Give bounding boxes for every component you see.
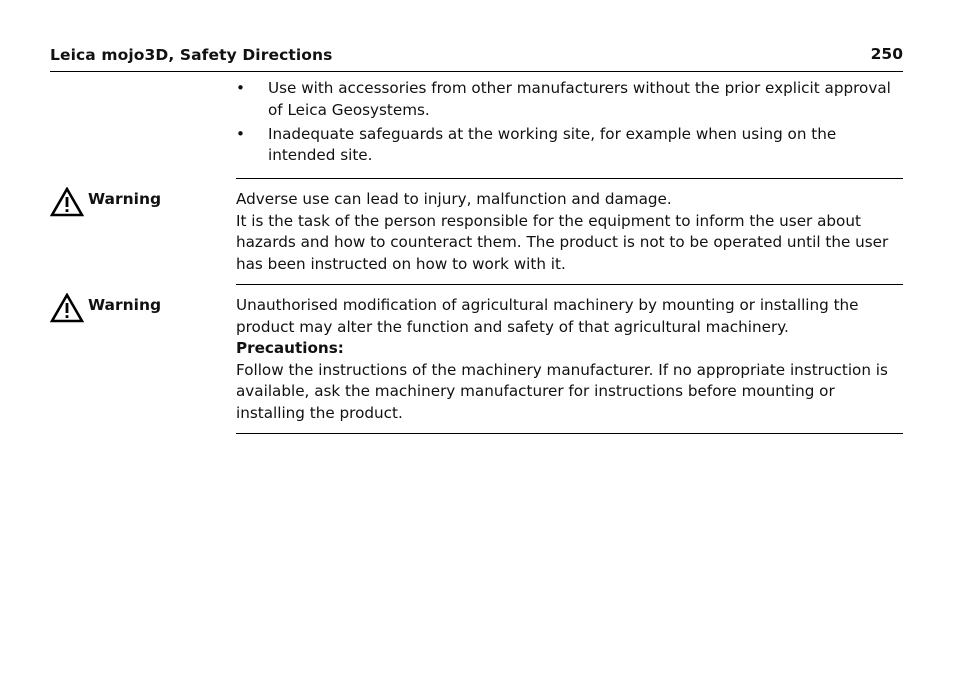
precautions-text: Follow the instructions of the machinery manufacturer. If no appropriate instruction is available, ask the machinery manufacturer for instructions before mounting or installing the product. [236,360,888,422]
warning-heading: Warning [88,190,162,208]
warning-label-2 [50,295,161,323]
section-divider [236,433,903,434]
warning-heading: Warning [88,296,162,314]
warning-triangle-icon [50,187,84,217]
list-item [236,78,903,121]
page-number: 250 [870,45,903,63]
page-header [50,44,903,72]
section-divider [236,178,903,179]
warning-body-2 [236,295,906,425]
header-title: Leica mojo3D, Safety Directions [50,46,333,64]
list-item [236,124,903,167]
list-item-text: Use with accessories from other manufacturers without the prior explicit approval of Leica Geosystems. [268,79,891,119]
warning-triangle-icon [50,293,84,323]
warning-paragraph: Adverse use can lead to injury, malfunction and damage. [236,190,672,208]
warning-paragraph: It is the task of the person responsible for the equipment to inform the user about hazards and how to counteract them. The product is not to be operated until the user has been instructed on how to work with it. [236,211,889,273]
section-divider [236,284,903,285]
list-item-text: Inadequate safeguards at the working site, for example when using on the intended site. [268,124,837,165]
bullet-list [236,78,903,169]
precautions-heading: Precautions: [236,339,344,358]
warning-label-1 [50,189,161,217]
bullet-mark: • [236,124,245,143]
bullet-mark: • [236,79,245,97]
warning-intro: Unauthorised modification of agricultural machinery by mounting or installing the product may alter the function and safety of that agricultural machinery. [236,296,859,336]
warning-body-1 [236,189,906,275]
